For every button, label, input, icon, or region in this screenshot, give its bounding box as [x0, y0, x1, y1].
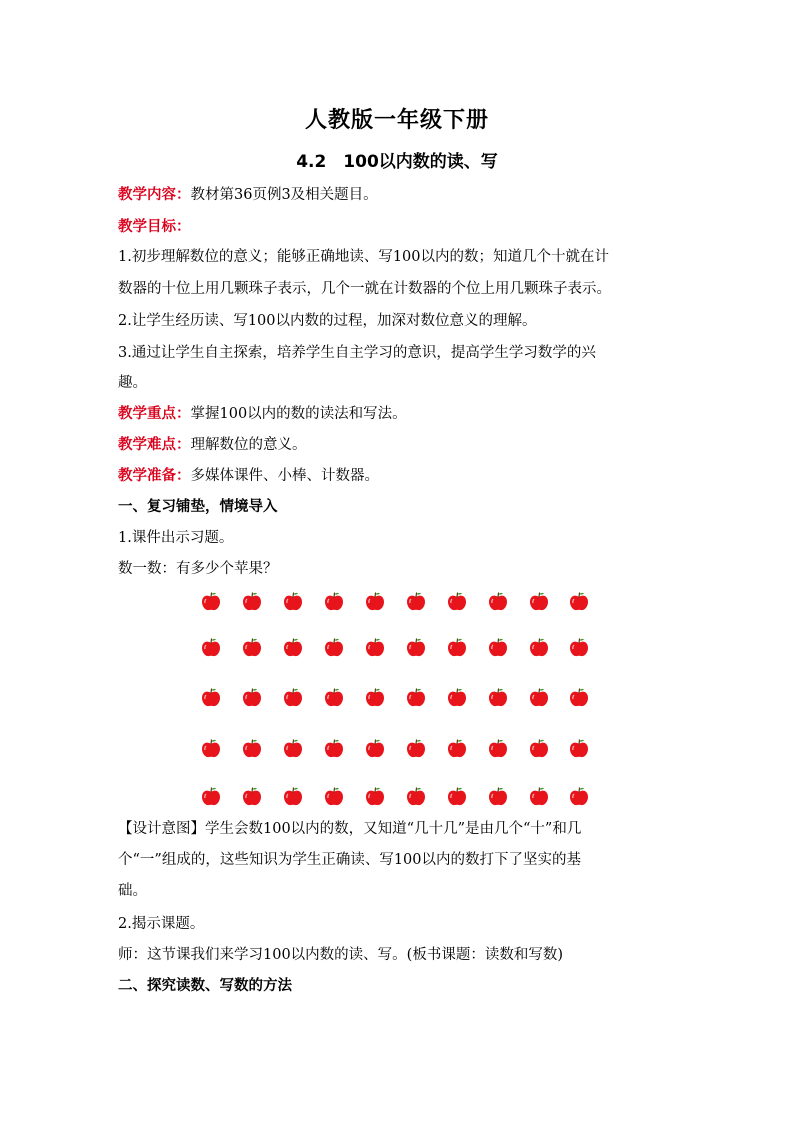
apple-icon: [364, 590, 386, 612]
apple-icon: [568, 590, 590, 612]
difficulty-label: 教学难点：: [118, 437, 191, 453]
apple-icon: [446, 686, 468, 708]
goal1-line1: 1.初步理解数位的意义；能够正确地读、写100以内的数；知道几个十就在计: [118, 249, 610, 265]
design-line3: 础。: [118, 883, 147, 899]
apple-icon: [241, 686, 263, 708]
apple-icon: [241, 636, 263, 658]
content-label: 教学内容：: [118, 187, 191, 203]
content-text: 教材第36页例3及相关题目。: [190, 187, 378, 203]
apple-icon: [528, 686, 550, 708]
apple-icon: [446, 785, 468, 807]
section1-heading: 一、复习铺垫，情境导入: [118, 499, 278, 515]
apple-icon: [405, 636, 427, 658]
apple-icon: [323, 590, 345, 612]
apple-icon: [200, 785, 222, 807]
apple-icon: [405, 590, 427, 612]
apple-icon: [282, 737, 304, 759]
goal2: 2.让学生经历读、写100以内数的过程，加深对数位意义的理解。: [118, 313, 537, 329]
apple-icon: [487, 785, 509, 807]
apple-icon: [405, 686, 427, 708]
apple-icon: [528, 785, 550, 807]
key-text: 掌握100以内的数的读法和写法。: [190, 406, 407, 422]
doc-subtitle: 4.2 100以内数的读、写: [296, 152, 498, 172]
apple-icon: [241, 785, 263, 807]
key-label: 教学重点：: [118, 406, 191, 422]
apple-icon: [241, 737, 263, 759]
question: 数一数：有多少个苹果？: [118, 561, 278, 577]
apple-icon: [405, 785, 427, 807]
goal3-line2: 趣。: [118, 375, 147, 391]
doc-title: 人教版一年级下册: [304, 108, 489, 133]
goal1-line2: 数器的十位上用几颗珠子表示，几个一就在计数器的个位上用几颗珠子表示。: [118, 281, 611, 297]
apple-icon: [364, 636, 386, 658]
apple-icon: [487, 590, 509, 612]
apple-icon: [282, 686, 304, 708]
design-line1: 【设计意图】学生会数100以内的数，又知道“几十几”是由几个“十”和几: [118, 821, 582, 837]
apple-icon: [528, 590, 550, 612]
apple-icon: [282, 636, 304, 658]
apple-icon: [282, 785, 304, 807]
apple-icon: [446, 737, 468, 759]
apple-icon: [528, 737, 550, 759]
goals-label: 教学目标：: [118, 219, 191, 235]
item2: 2.揭示课题。: [118, 916, 205, 932]
apple-icon: [446, 590, 468, 612]
apple-icon: [200, 737, 222, 759]
difficulty-text: 理解数位的意义。: [190, 437, 307, 453]
apple-icon: [282, 590, 304, 612]
apple-icon: [487, 737, 509, 759]
prep-text: 多媒体课件、小棒、计数器。: [190, 468, 379, 484]
apple-icon: [241, 590, 263, 612]
apple-icon: [364, 737, 386, 759]
apple-icon: [568, 785, 590, 807]
apple-icon: [405, 737, 427, 759]
apple-icon: [200, 636, 222, 658]
apple-icon: [323, 785, 345, 807]
section2-heading: 二、探究读数、写数的方法: [118, 978, 292, 994]
apple-icon: [364, 686, 386, 708]
apple-icon: [323, 737, 345, 759]
teacher-line: 师：这节课我们来学习100以内数的读、写。(板书课题：读数和写数): [118, 947, 563, 963]
apple-icon: [568, 737, 590, 759]
apple-icon: [568, 636, 590, 658]
apple-icon: [200, 590, 222, 612]
apple-icon: [487, 686, 509, 708]
goal3-line1: 3.通过让学生自主探索，培养学生自主学习的意识，提高学生学习数学的兴: [118, 345, 596, 361]
apple-icon: [568, 686, 590, 708]
apple-icon: [528, 636, 550, 658]
item1: 1.课件出示习题。: [118, 530, 234, 546]
apple-icon: [323, 636, 345, 658]
apple-icon: [487, 636, 509, 658]
design-line2: 个“一”组成的，这些知识为学生正确读、写100以内的数打下了坚实的基: [118, 852, 581, 868]
apple-icon: [364, 785, 386, 807]
prep-label: 教学准备：: [118, 468, 191, 484]
apple-icon: [446, 636, 468, 658]
apple-icon: [200, 686, 222, 708]
apple-icon: [323, 686, 345, 708]
